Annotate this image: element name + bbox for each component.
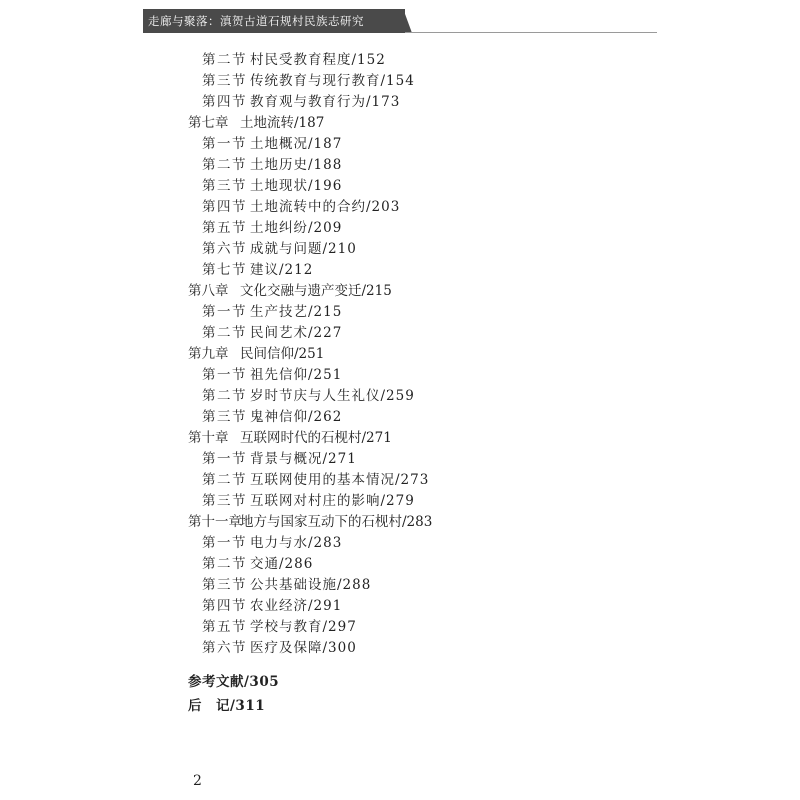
section-title: 互联网对村庄的影响/279 — [250, 493, 415, 509]
toc-section[interactable] — [0, 491, 800, 512]
section-title: 教育观与教育行为/173 — [250, 94, 401, 110]
chapter-title: 土地流转/187 — [240, 115, 325, 131]
toc-section[interactable] — [0, 155, 800, 176]
section-number: 第三节 — [202, 577, 247, 593]
section-number: 第二节 — [202, 52, 247, 68]
section-number: 第一节 — [202, 451, 247, 467]
section-number: 第三节 — [202, 178, 247, 194]
section-number: 第四节 — [202, 94, 247, 110]
toc-section[interactable] — [0, 533, 800, 554]
toc-section[interactable] — [0, 638, 800, 659]
chapter-number: 第九章 — [188, 346, 229, 362]
chapter-number: 第八章 — [188, 283, 229, 299]
toc-chapter[interactable] — [0, 512, 800, 533]
chapter-title: 文化交融与遗产变迁/215 — [240, 283, 392, 299]
chapter-number: 第十一章 — [188, 514, 242, 530]
section-title: 土地流转中的合约/203 — [250, 199, 401, 215]
toc-section[interactable] — [0, 323, 800, 344]
toc-chapter[interactable] — [0, 113, 800, 134]
section-title: 岁时节庆与人生礼仪/259 — [250, 388, 415, 404]
toc-references[interactable] — [0, 672, 800, 694]
toc-section[interactable] — [0, 197, 800, 218]
section-title: 生产技艺/215 — [250, 304, 343, 320]
table-of-contents — [0, 50, 800, 718]
toc-section[interactable] — [0, 407, 800, 428]
section-number: 第一节 — [202, 304, 247, 320]
toc-section[interactable] — [0, 365, 800, 386]
chapter-number: 第七章 — [188, 115, 229, 131]
section-title: 电力与水/283 — [250, 535, 343, 551]
toc-section[interactable] — [0, 71, 800, 92]
section-title: 土地现状/196 — [250, 178, 343, 194]
section-title: 交通/286 — [250, 556, 314, 572]
chapter-title: 民间信仰/251 — [240, 346, 325, 362]
header-band-notch — [390, 9, 412, 33]
section-number: 第一节 — [202, 535, 247, 551]
section-title: 学校与教育/297 — [250, 619, 357, 635]
toc-section[interactable] — [0, 554, 800, 575]
toc-section[interactable] — [0, 386, 800, 407]
chapter-number: 第十章 — [188, 430, 229, 446]
page-number: 2 — [193, 773, 202, 789]
toc-section[interactable] — [0, 596, 800, 617]
section-number: 第二节 — [202, 325, 247, 341]
toc-section[interactable] — [0, 470, 800, 491]
toc-chapter[interactable] — [0, 281, 800, 302]
section-title: 建议/212 — [250, 262, 314, 278]
toc-section[interactable] — [0, 92, 800, 113]
spacer — [0, 659, 800, 672]
toc-section[interactable] — [0, 239, 800, 260]
references-entry: 参考文献/305 — [188, 674, 280, 690]
toc-section[interactable] — [0, 50, 800, 71]
section-number: 第七节 — [202, 262, 247, 278]
toc-section[interactable] — [0, 617, 800, 638]
section-number: 第六节 — [202, 241, 247, 257]
section-number: 第二节 — [202, 388, 247, 404]
section-number: 第二节 — [202, 157, 247, 173]
toc-section[interactable] — [0, 260, 800, 281]
toc-section[interactable] — [0, 302, 800, 323]
toc-section[interactable] — [0, 134, 800, 155]
section-number: 第一节 — [202, 136, 247, 152]
toc-chapter[interactable] — [0, 428, 800, 449]
section-number: 第二节 — [202, 556, 247, 572]
section-number: 第三节 — [202, 73, 247, 89]
section-number: 第四节 — [202, 199, 247, 215]
section-title: 互联网使用的基本情况/273 — [250, 472, 430, 488]
toc-section[interactable] — [0, 449, 800, 470]
section-title: 民间艺术/227 — [250, 325, 343, 341]
header-rule — [405, 32, 657, 33]
section-title: 农业经济/291 — [250, 598, 343, 614]
toc-section[interactable] — [0, 176, 800, 197]
section-title: 土地历史/188 — [250, 157, 343, 173]
section-title: 成就与问题/210 — [250, 241, 357, 257]
section-number: 第二节 — [202, 472, 247, 488]
toc-section[interactable] — [0, 575, 800, 596]
section-title: 公共基础设施/288 — [250, 577, 372, 593]
postscript-entry: 后 记/311 — [188, 698, 266, 714]
section-title: 土地纠纷/209 — [250, 220, 343, 236]
section-title: 传统教育与现行教育/154 — [250, 73, 415, 89]
section-number: 第四节 — [202, 598, 247, 614]
section-title: 医疗及保障/300 — [250, 640, 357, 656]
section-number: 第三节 — [202, 409, 247, 425]
section-number: 第三节 — [202, 493, 247, 509]
section-number: 第五节 — [202, 220, 247, 236]
section-title: 土地概况/187 — [250, 136, 343, 152]
toc-postscript[interactable] — [0, 696, 800, 718]
section-title: 祖先信仰/251 — [250, 367, 343, 383]
toc-section[interactable] — [0, 218, 800, 239]
chapter-title: 地方与国家互动下的石枧村/283 — [240, 514, 433, 530]
toc-chapter[interactable] — [0, 344, 800, 365]
section-title: 背景与概况/271 — [250, 451, 357, 467]
chapter-title: 互联网时代的石枧村/271 — [240, 430, 392, 446]
running-header-title: 走廊与聚落：滇贺古道石规村民族志研究 — [148, 14, 364, 28]
section-title: 鬼神信仰/262 — [250, 409, 343, 425]
section-number: 第一节 — [202, 367, 247, 383]
section-number: 第六节 — [202, 640, 247, 656]
section-number: 第五节 — [202, 619, 247, 635]
section-title: 村民受教育程度/152 — [250, 52, 386, 68]
